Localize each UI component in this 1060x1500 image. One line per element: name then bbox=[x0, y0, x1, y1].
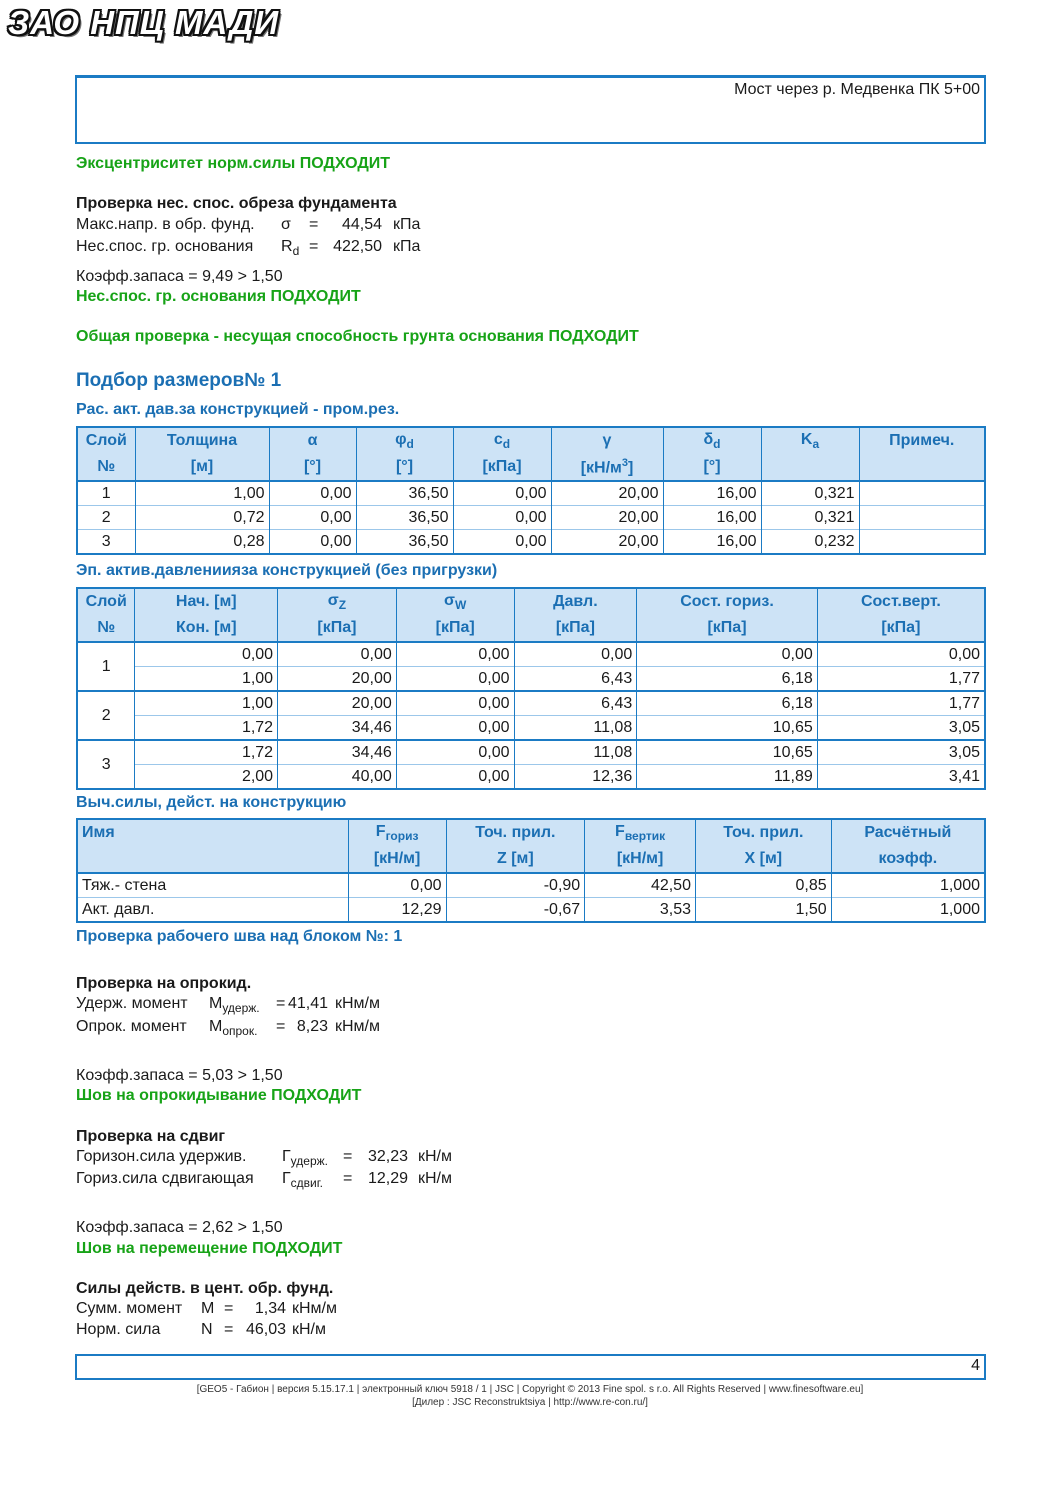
symbol-main: M bbox=[209, 995, 223, 1012]
cell: 0,00 bbox=[269, 506, 356, 530]
project-title: Мост через р. Медвенка ПК 5+00 bbox=[734, 81, 980, 98]
col-unit bbox=[859, 454, 985, 481]
slide-coef: Коэфф.запаса = 2,62 > 1,50 bbox=[76, 1219, 283, 1236]
label: Гориз.сила сдвигающая bbox=[76, 1170, 254, 1187]
value: 12,29 bbox=[367, 1170, 408, 1187]
col-unit: № bbox=[77, 615, 135, 642]
label: Макс.напр. в обр. фунд. bbox=[76, 216, 255, 233]
symbol: F bbox=[615, 822, 625, 840]
header-box bbox=[75, 75, 986, 144]
cell: 2 bbox=[77, 506, 135, 530]
value: 32,23 bbox=[367, 1148, 408, 1165]
value: 46,03 bbox=[245, 1321, 286, 1338]
slide-title: Проверка на сдвиг bbox=[76, 1128, 226, 1145]
cell: 36,50 bbox=[356, 506, 453, 530]
cell: 0,00 bbox=[269, 530, 356, 555]
col-header bbox=[278, 588, 397, 615]
table-row bbox=[77, 740, 985, 765]
cell: 16,00 bbox=[663, 530, 761, 555]
symbol: φ bbox=[395, 430, 407, 448]
symbol: σ bbox=[281, 216, 291, 233]
table-row bbox=[77, 506, 985, 530]
cell: 1 bbox=[101, 484, 111, 502]
footer-dealer-line: [Дилер : JSC Reconstruktsiya | http://www.re-con.ru/] bbox=[412, 1397, 648, 1408]
col-header: Точ. прил. bbox=[446, 819, 585, 846]
unit: кНм/м bbox=[292, 1300, 337, 1317]
cell: 0,00 bbox=[135, 642, 278, 667]
cell: Тяж.- стена bbox=[82, 876, 167, 894]
table-row bbox=[77, 530, 985, 555]
equals: = bbox=[343, 1148, 353, 1165]
table-row bbox=[77, 481, 985, 506]
section-title: Подбор размеров№ 1 bbox=[76, 370, 282, 391]
cell: 6,18 bbox=[637, 667, 818, 692]
col-unit: коэфф. bbox=[831, 846, 985, 873]
cell: 3,05 bbox=[817, 740, 985, 765]
cell: 16,00 bbox=[663, 481, 761, 506]
cell: 20,00 bbox=[278, 691, 397, 716]
cell: 0,00 bbox=[396, 716, 514, 741]
symbol-main: Г bbox=[282, 1170, 291, 1187]
table-row bbox=[77, 667, 985, 692]
table-row bbox=[77, 691, 985, 716]
cell: 1,00 bbox=[135, 481, 269, 506]
cell: 1,72 bbox=[135, 716, 278, 741]
eccentricity-ok: Эксцентриситет норм.силы ПОДХОДИТ bbox=[76, 155, 391, 172]
col-header: Примеч. bbox=[859, 427, 985, 454]
col-header: Расчётный bbox=[831, 819, 985, 846]
cell: 6,43 bbox=[514, 691, 637, 716]
cell: 0,321 bbox=[761, 506, 859, 530]
cell: Акт. давл. bbox=[77, 898, 348, 923]
cell: 3,41 bbox=[817, 765, 985, 790]
cell: 0,232 bbox=[761, 530, 859, 555]
cell: 0,00 bbox=[396, 691, 514, 716]
symbol-sub: Z bbox=[338, 598, 347, 613]
cell: 0,00 bbox=[269, 481, 356, 506]
cell: 1,50 bbox=[695, 898, 831, 923]
col-header bbox=[663, 427, 761, 454]
cell: 0,321 bbox=[761, 481, 859, 506]
col-unit: [кПа] bbox=[514, 615, 637, 642]
cell: 1,00 bbox=[135, 691, 278, 716]
cell: 1,77 bbox=[817, 691, 985, 716]
table1-title: Рас. акт. дав.за конструкцией - пром.рез. bbox=[76, 401, 400, 418]
col-header bbox=[453, 427, 551, 454]
unit: кПа bbox=[393, 238, 421, 255]
symbol bbox=[282, 1170, 323, 1190]
symbol-sub: d bbox=[406, 437, 414, 452]
cell: 12,36 bbox=[514, 765, 637, 790]
cell bbox=[859, 530, 985, 555]
layer-cell: 3 bbox=[77, 740, 135, 789]
equals: = bbox=[276, 995, 286, 1012]
overturn-ok: Шов на опрокидывание ПОДХОДИТ bbox=[76, 1087, 362, 1104]
unit: кНм/м bbox=[335, 995, 380, 1012]
cell: 11,89 bbox=[637, 765, 818, 790]
col-header: Слой bbox=[77, 427, 135, 454]
col-unit: [°] bbox=[269, 454, 356, 481]
cell: 10,65 bbox=[637, 740, 818, 765]
cell: 0,00 bbox=[396, 740, 514, 765]
cell: 0,00 bbox=[396, 765, 514, 790]
forces-title: Силы действ. в цент. обр. фунд. bbox=[76, 1280, 334, 1297]
layer-cell: 2 bbox=[77, 691, 135, 740]
value: 1,34 bbox=[254, 1300, 286, 1317]
symbol: F bbox=[375, 822, 386, 840]
company-logo: ЗАО НПЦ МАДИ bbox=[8, 4, 280, 41]
cell: 0,00 bbox=[396, 667, 514, 692]
col-header: Сост. гориз. bbox=[637, 588, 818, 615]
unit-sup: 3 bbox=[621, 456, 628, 469]
symbol-main: R bbox=[281, 238, 293, 255]
symbol: N bbox=[201, 1321, 213, 1338]
symbol-sub: d bbox=[713, 437, 721, 452]
value: 41,41 bbox=[287, 995, 328, 1012]
cell: 1,72 bbox=[135, 740, 278, 765]
symbol-sub: удерж. bbox=[290, 1154, 328, 1169]
cell: 0,00 bbox=[278, 642, 397, 667]
pressure-diagram-table bbox=[76, 587, 986, 790]
col-unit: [кПа] bbox=[453, 454, 551, 481]
col-header: α bbox=[269, 427, 356, 454]
symbol-sub: сдвиг. bbox=[290, 1176, 323, 1191]
symbol: M bbox=[201, 1300, 215, 1317]
equals: = bbox=[309, 238, 319, 255]
cell: 20,00 bbox=[551, 481, 663, 506]
table-header-row bbox=[77, 819, 985, 846]
overturn-title: Проверка на опрокид. bbox=[76, 975, 252, 992]
cell: 16,00 bbox=[663, 506, 761, 530]
col-header: Нач. [м] bbox=[135, 588, 278, 615]
table-row bbox=[77, 873, 985, 898]
symbol bbox=[281, 238, 299, 258]
equals: = bbox=[276, 1018, 286, 1035]
symbol bbox=[209, 995, 260, 1015]
symbol-sub: d bbox=[292, 244, 300, 259]
label: Удерж. момент bbox=[76, 995, 188, 1012]
col-unit: X [м] bbox=[695, 846, 831, 873]
label: Норм. сила bbox=[76, 1321, 161, 1338]
unit: кПа bbox=[393, 216, 421, 233]
cell: 42,50 bbox=[585, 873, 696, 898]
col-unit: [кПа] bbox=[278, 615, 397, 642]
table-row bbox=[77, 765, 985, 790]
symbol: K bbox=[800, 430, 813, 448]
symbol-sub: гориз bbox=[385, 829, 419, 844]
cell: 20,00 bbox=[551, 506, 663, 530]
cell: -0,90 bbox=[446, 873, 585, 898]
cell: 1,00 bbox=[135, 667, 278, 692]
overturn-coef: Коэфф.запаса = 5,03 > 1,50 bbox=[76, 1067, 283, 1084]
cell: 0,00 bbox=[453, 481, 551, 506]
symbol-main: Г bbox=[282, 1148, 291, 1165]
unit: кН/м bbox=[418, 1148, 452, 1165]
cell: 0,00 bbox=[453, 530, 551, 555]
cell: 0,72 bbox=[135, 506, 269, 530]
col-unit bbox=[551, 454, 663, 481]
cell: 11,08 bbox=[514, 716, 637, 741]
col-header: Сост.верт. bbox=[817, 588, 985, 615]
symbol-sub: a bbox=[812, 437, 820, 452]
seam-check-title: Проверка рабочего шва над блоком №: 1 bbox=[76, 928, 403, 945]
cell: 0,28 bbox=[135, 530, 269, 555]
col-header bbox=[356, 427, 453, 454]
equals: = bbox=[343, 1170, 353, 1187]
cell: 34,46 bbox=[278, 740, 397, 765]
col-unit: [м] bbox=[135, 454, 269, 481]
overall-ok: Общая проверка - несущая способность грунта основания ПОДХОДИТ bbox=[76, 328, 639, 345]
label: Сумм. момент bbox=[76, 1300, 183, 1317]
cell: 6,18 bbox=[637, 691, 818, 716]
label: Опрок. момент bbox=[76, 1018, 187, 1035]
col-unit: Кон. [м] bbox=[135, 615, 278, 642]
cell: 1,77 bbox=[817, 667, 985, 692]
cell: 10,65 bbox=[637, 716, 818, 741]
table-header-row bbox=[77, 588, 985, 615]
cell: 3,05 bbox=[817, 716, 985, 741]
table-row bbox=[77, 642, 985, 667]
cell: 20,00 bbox=[551, 530, 663, 555]
symbol-sub: d bbox=[502, 437, 511, 452]
table-row bbox=[77, 898, 985, 923]
cell: 6,43 bbox=[514, 667, 637, 692]
col-unit bbox=[77, 846, 348, 873]
cell: -0,67 bbox=[446, 898, 585, 923]
slide-line-1 bbox=[76, 1148, 452, 1169]
overturn-line-2 bbox=[76, 1018, 380, 1039]
symbol: c bbox=[493, 430, 503, 448]
layer-cell: 1 bbox=[101, 657, 111, 675]
table2-title: Эп. актив.давлениияза конструкцией (без пригрузки) bbox=[76, 562, 498, 579]
col-header bbox=[585, 819, 696, 846]
equals: = bbox=[224, 1300, 234, 1317]
label: Горизон.сила удержив. bbox=[76, 1148, 247, 1165]
col-header bbox=[348, 819, 446, 846]
cut-check-ok: Нес.спос. гр. основания ПОДХОДИТ bbox=[76, 288, 361, 305]
col-header: Точ. прил. bbox=[695, 819, 831, 846]
cell: 3,53 bbox=[585, 898, 696, 923]
cell: 0,00 bbox=[817, 642, 985, 667]
cell: 0,00 bbox=[396, 642, 514, 667]
cut-check-title: Проверка нес. спос. обреза фундамента bbox=[76, 195, 397, 212]
cell: 0,00 bbox=[514, 642, 637, 667]
symbol-sub: вертик bbox=[624, 829, 666, 844]
cell: 3 bbox=[77, 530, 135, 555]
symbol: σ bbox=[327, 591, 339, 609]
cell: 1,000 bbox=[831, 873, 985, 898]
slide-ok: Шов на перемещение ПОДХОДИТ bbox=[76, 1240, 343, 1257]
slide-line-2 bbox=[76, 1170, 452, 1191]
symbol bbox=[282, 1148, 328, 1168]
forces-table bbox=[76, 818, 986, 923]
footer-box bbox=[75, 1354, 986, 1380]
table-header-row bbox=[77, 454, 985, 481]
col-unit: [кПа] bbox=[817, 615, 985, 642]
equals: = bbox=[309, 216, 319, 233]
cell: 12,29 bbox=[348, 898, 446, 923]
col-header: Давл. bbox=[514, 588, 637, 615]
col-header bbox=[396, 588, 514, 615]
cell: 0,00 bbox=[453, 506, 551, 530]
col-header bbox=[761, 427, 859, 454]
unit-close: ] bbox=[627, 459, 634, 477]
cell: 2,00 bbox=[135, 765, 278, 790]
cell: 0,00 bbox=[348, 873, 446, 898]
symbol-sub: опрок. bbox=[222, 1024, 258, 1039]
unit: кН/м bbox=[292, 1321, 326, 1338]
table3-title: Выч.силы, дейст. на конструкцию bbox=[76, 794, 347, 811]
col-unit: [кН/м] bbox=[585, 846, 696, 873]
col-unit: [°] bbox=[356, 454, 453, 481]
col-unit bbox=[761, 454, 859, 481]
value: 8,23 bbox=[296, 1018, 328, 1035]
col-unit: [кПа] bbox=[637, 615, 818, 642]
cell: 36,50 bbox=[356, 530, 453, 555]
cell: 40,00 bbox=[278, 765, 397, 790]
cell: 0,00 bbox=[637, 642, 818, 667]
unit: [кН/м bbox=[580, 459, 622, 477]
table-header-row bbox=[77, 846, 985, 873]
cut-check-coef: Коэфф.запаса = 9,49 > 1,50 bbox=[76, 268, 283, 285]
col-header: γ bbox=[551, 427, 663, 454]
col-header: Слой bbox=[77, 588, 135, 615]
cell: 0,85 bbox=[695, 873, 831, 898]
col-header: Толщина bbox=[135, 427, 269, 454]
cell: 36,50 bbox=[356, 481, 453, 506]
col-unit: [кН/м] bbox=[348, 846, 446, 873]
value: 44,54 bbox=[341, 216, 382, 233]
forces-line-1 bbox=[76, 1300, 337, 1318]
cut-check-line-2 bbox=[76, 238, 421, 259]
table-header-row bbox=[77, 427, 985, 454]
cell bbox=[859, 481, 985, 506]
cell bbox=[859, 506, 985, 530]
table-header-row bbox=[77, 615, 985, 642]
symbol bbox=[209, 1018, 257, 1038]
cell: 1,000 bbox=[831, 898, 985, 923]
cut-check-line-1 bbox=[76, 216, 421, 234]
col-unit: Z [м] bbox=[446, 846, 585, 873]
symbol-sub: удерж. bbox=[222, 1001, 260, 1016]
footer-software-line: [GEO5 - Габион | версия 5.15.17.1 | электронный ключ 5918 / 1 | JSC | Copyright © 2013 Fine spol. s r.o. All Rights Reserved | www.finesoftware.eu] bbox=[196, 1384, 864, 1395]
active-pressure-table bbox=[76, 426, 986, 555]
symbol: δ bbox=[703, 430, 714, 448]
value: 422,50 bbox=[333, 238, 382, 255]
col-unit: № bbox=[77, 454, 135, 481]
col-unit: [°] bbox=[663, 454, 761, 481]
unit: кНм/м bbox=[335, 1018, 380, 1035]
cell: 20,00 bbox=[278, 667, 397, 692]
cell: 34,46 bbox=[278, 716, 397, 741]
overturn-line-1 bbox=[76, 995, 380, 1016]
page-number: 4 bbox=[971, 1357, 980, 1374]
symbol-main: M bbox=[209, 1018, 223, 1035]
cell: 11,08 bbox=[514, 740, 637, 765]
col-unit: [кПа] bbox=[396, 615, 514, 642]
unit: кН/м bbox=[418, 1170, 452, 1187]
equals: = bbox=[224, 1321, 234, 1338]
symbol-sub: W bbox=[454, 598, 467, 613]
symbol: σ bbox=[444, 591, 455, 609]
table-row bbox=[77, 716, 985, 741]
col-header: Имя bbox=[77, 819, 348, 846]
label: Нес.спос. гр. основания bbox=[76, 238, 254, 255]
forces-line-2 bbox=[76, 1321, 326, 1339]
